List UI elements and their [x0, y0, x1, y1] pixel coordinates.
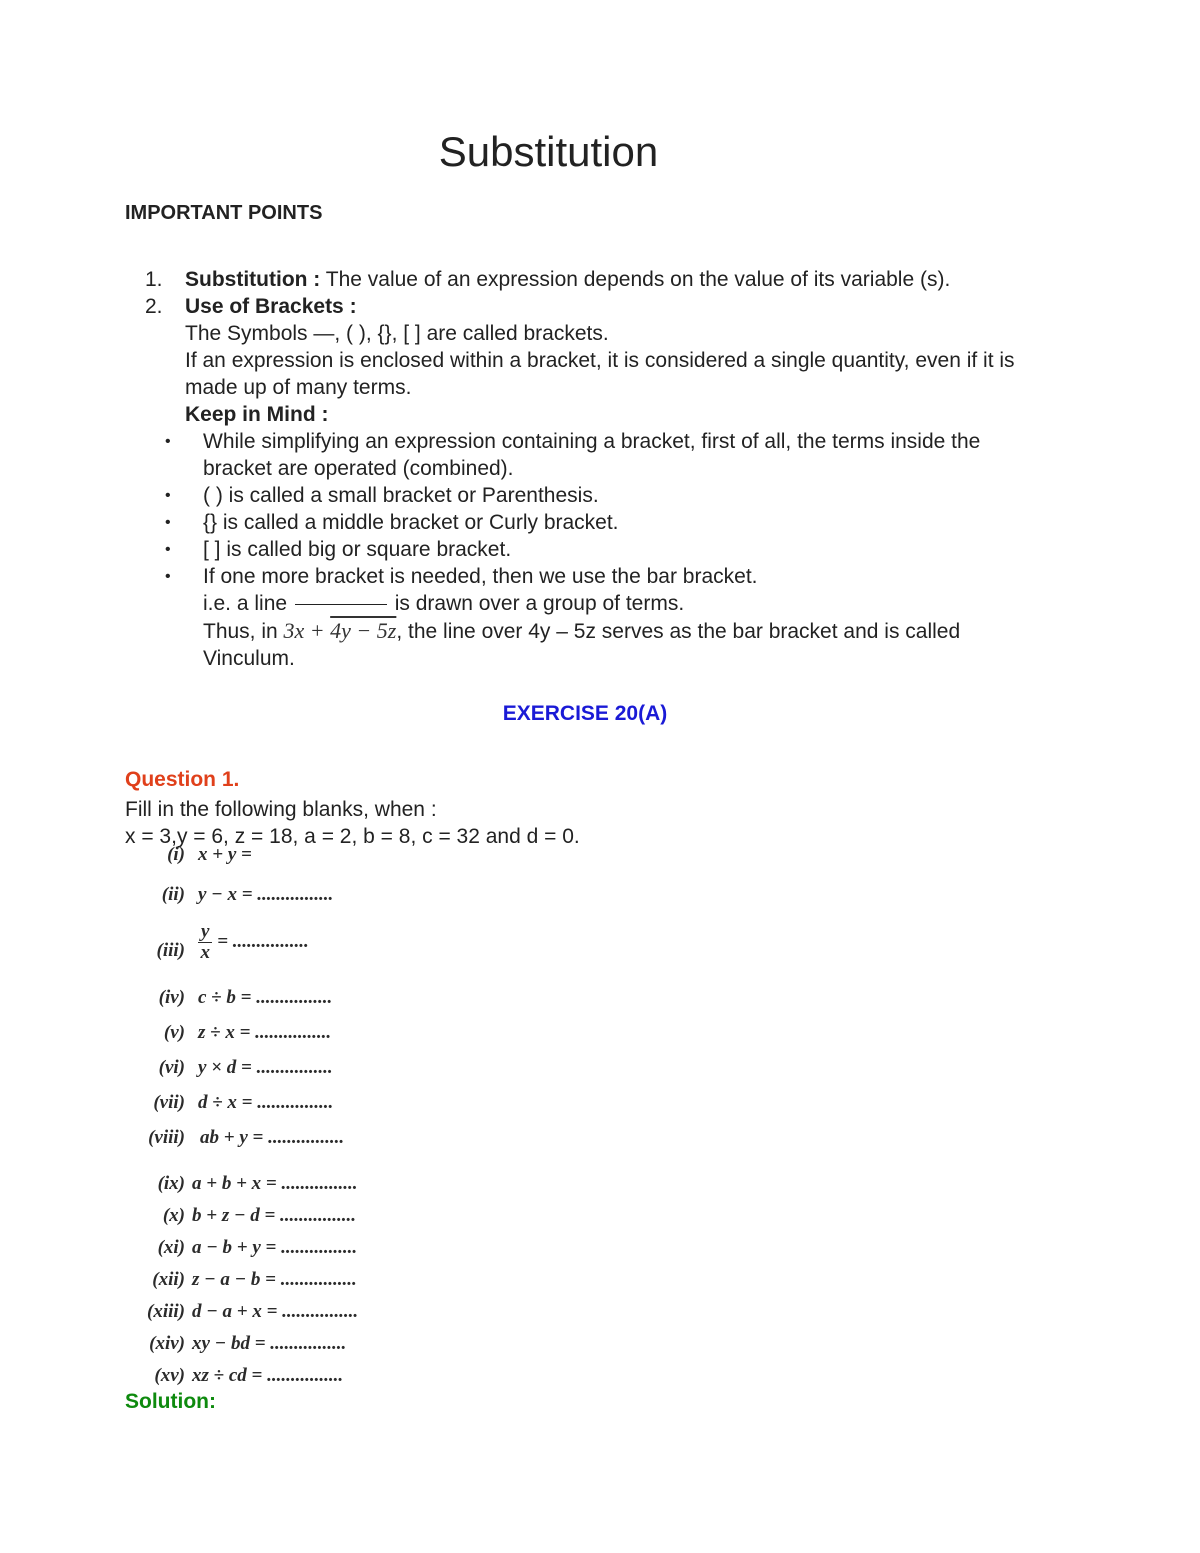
part-expression: d ÷ x = ................	[198, 1092, 334, 1113]
keep-in-mind-label: Keep in Mind :	[185, 403, 329, 426]
part-label: (xv)	[154, 1365, 185, 1386]
part-label: (ix)	[157, 1173, 185, 1194]
part-expression: y − x = ................	[198, 884, 334, 905]
question-part	[120, 1333, 440, 1363]
bullet-text: {} is called a middle bracket or Curly bracket.	[203, 511, 619, 534]
part-expression: x + y =	[198, 844, 252, 865]
bar-line-text	[203, 590, 1045, 617]
bar-line-pre: i.e. a line	[203, 592, 293, 615]
part-expression: a + b + x = ................	[192, 1173, 358, 1194]
question-part	[120, 1022, 440, 1052]
bullet-icon: •	[165, 541, 171, 558]
part-expression: z − a − b = ................	[192, 1269, 357, 1290]
question-heading: Question 1.	[125, 768, 240, 791]
fraction-denominator: x	[200, 942, 210, 963]
part-expression: xz ÷ cd = ................	[192, 1365, 344, 1386]
list-item	[145, 293, 1105, 672]
part-label: (viii)	[148, 1127, 185, 1148]
question-part	[120, 1173, 440, 1203]
fraction	[198, 922, 212, 963]
bullet-item	[145, 536, 1045, 563]
part-label: (xi)	[157, 1237, 185, 1258]
substitution-label: Substitution :	[185, 268, 321, 291]
exercise-heading: EXERCISE 20(A)	[502, 702, 668, 725]
part-label: (xiii)	[147, 1301, 185, 1322]
question-part	[120, 1237, 440, 1267]
part-expression: a − b + y = ................	[192, 1237, 358, 1258]
question-part	[120, 921, 440, 980]
part-expression: d − a + x = ................	[192, 1301, 359, 1322]
part-label: (v)	[163, 1022, 185, 1043]
part-expression: c ÷ b = ................	[198, 987, 333, 1008]
vinculum-post: , the line over 4y – 5z serves as the bar bracket and is called Vinculum.	[203, 620, 961, 670]
page-title: Substitution	[438, 128, 659, 175]
bullet-text: [ ] is called big or square bracket.	[203, 538, 512, 561]
question-part	[120, 1269, 440, 1299]
vinculum-math-plain: 3x +	[283, 618, 331, 643]
question-line: Fill in the following blanks, when :	[125, 798, 437, 821]
brackets-label: Use of Brackets :	[185, 295, 357, 318]
question-part	[120, 1092, 440, 1122]
part-label: (iv)	[158, 987, 185, 1008]
bullet-icon: •	[165, 487, 171, 504]
part-expression: y × d = ................	[198, 1057, 333, 1078]
part-label: (i)	[167, 844, 185, 865]
bullet-icon: •	[165, 514, 171, 531]
keep-in-mind-list	[145, 428, 1045, 672]
question-part	[120, 844, 440, 874]
question-part	[120, 884, 440, 914]
list-item	[145, 266, 1105, 293]
substitution-text: The value of an expression depends on the value of its variable (s).	[320, 268, 951, 291]
bullet-item	[145, 509, 1045, 536]
solution-heading: Solution:	[125, 1390, 216, 1413]
part-expression-fraction	[198, 922, 309, 963]
bullet-text: While simplifying an expression containing a bracket, first of all, the terms inside the bracket are operated (combined).	[203, 430, 981, 480]
vinculum-math-overlined: 4y − 5z	[330, 618, 397, 643]
part-expression: b + z − d = ................	[192, 1205, 357, 1226]
bullet-text: ( ) is called a small bracket or Parenthesis.	[203, 484, 599, 507]
bullet-text: If one more bracket is needed, then we use the bar bracket.	[203, 565, 758, 588]
fraction-numerator: y	[198, 922, 212, 943]
part-label: (vii)	[153, 1092, 185, 1113]
bullet-icon: •	[165, 568, 171, 585]
question-part	[120, 1205, 440, 1235]
part-label: (iii)	[156, 940, 185, 961]
part-expression: xy − bd = ................	[192, 1333, 347, 1354]
question-text	[125, 796, 580, 850]
bullet-item	[145, 482, 1045, 509]
part-expression: = ................	[217, 930, 309, 952]
part-label: (ii)	[161, 884, 185, 905]
part-label: (xii)	[152, 1269, 185, 1290]
horizontal-line-icon	[295, 604, 387, 605]
bullet-item	[145, 428, 1045, 482]
question-part	[120, 1301, 440, 1331]
question-values: x = 3,y = 6, z = 18, a = 2, b = 8, c = 32 and d = 0.	[125, 825, 580, 848]
question-part	[120, 1057, 440, 1087]
important-points-list	[145, 266, 1105, 672]
bullet-icon: •	[165, 433, 171, 450]
brackets-symbols-text: The Symbols —, ( ), {}, [ ] are called brackets.	[185, 322, 609, 345]
part-expression: ab + y = ................	[200, 1127, 345, 1148]
question-part	[120, 987, 440, 1017]
part-label: (xiv)	[149, 1333, 185, 1354]
part-label: (vi)	[158, 1057, 185, 1078]
question-part	[120, 1127, 440, 1157]
list-number: 2.	[145, 295, 163, 318]
bullet-item	[145, 563, 1045, 672]
part-expression: z ÷ x = ................	[198, 1022, 332, 1043]
important-points-heading: IMPORTANT POINTS	[125, 202, 323, 224]
vinculum-pre: Thus, in	[203, 620, 284, 643]
list-number: 1.	[145, 268, 163, 291]
brackets-single-quantity-text: If an expression is enclosed within a bracket, it is considered a single quantity, even if it is made up of many terms.	[185, 349, 1015, 399]
bar-line-post: is drawn over a group of terms.	[388, 592, 685, 615]
part-label: (x)	[162, 1205, 185, 1226]
vinculum-text	[203, 617, 1045, 672]
